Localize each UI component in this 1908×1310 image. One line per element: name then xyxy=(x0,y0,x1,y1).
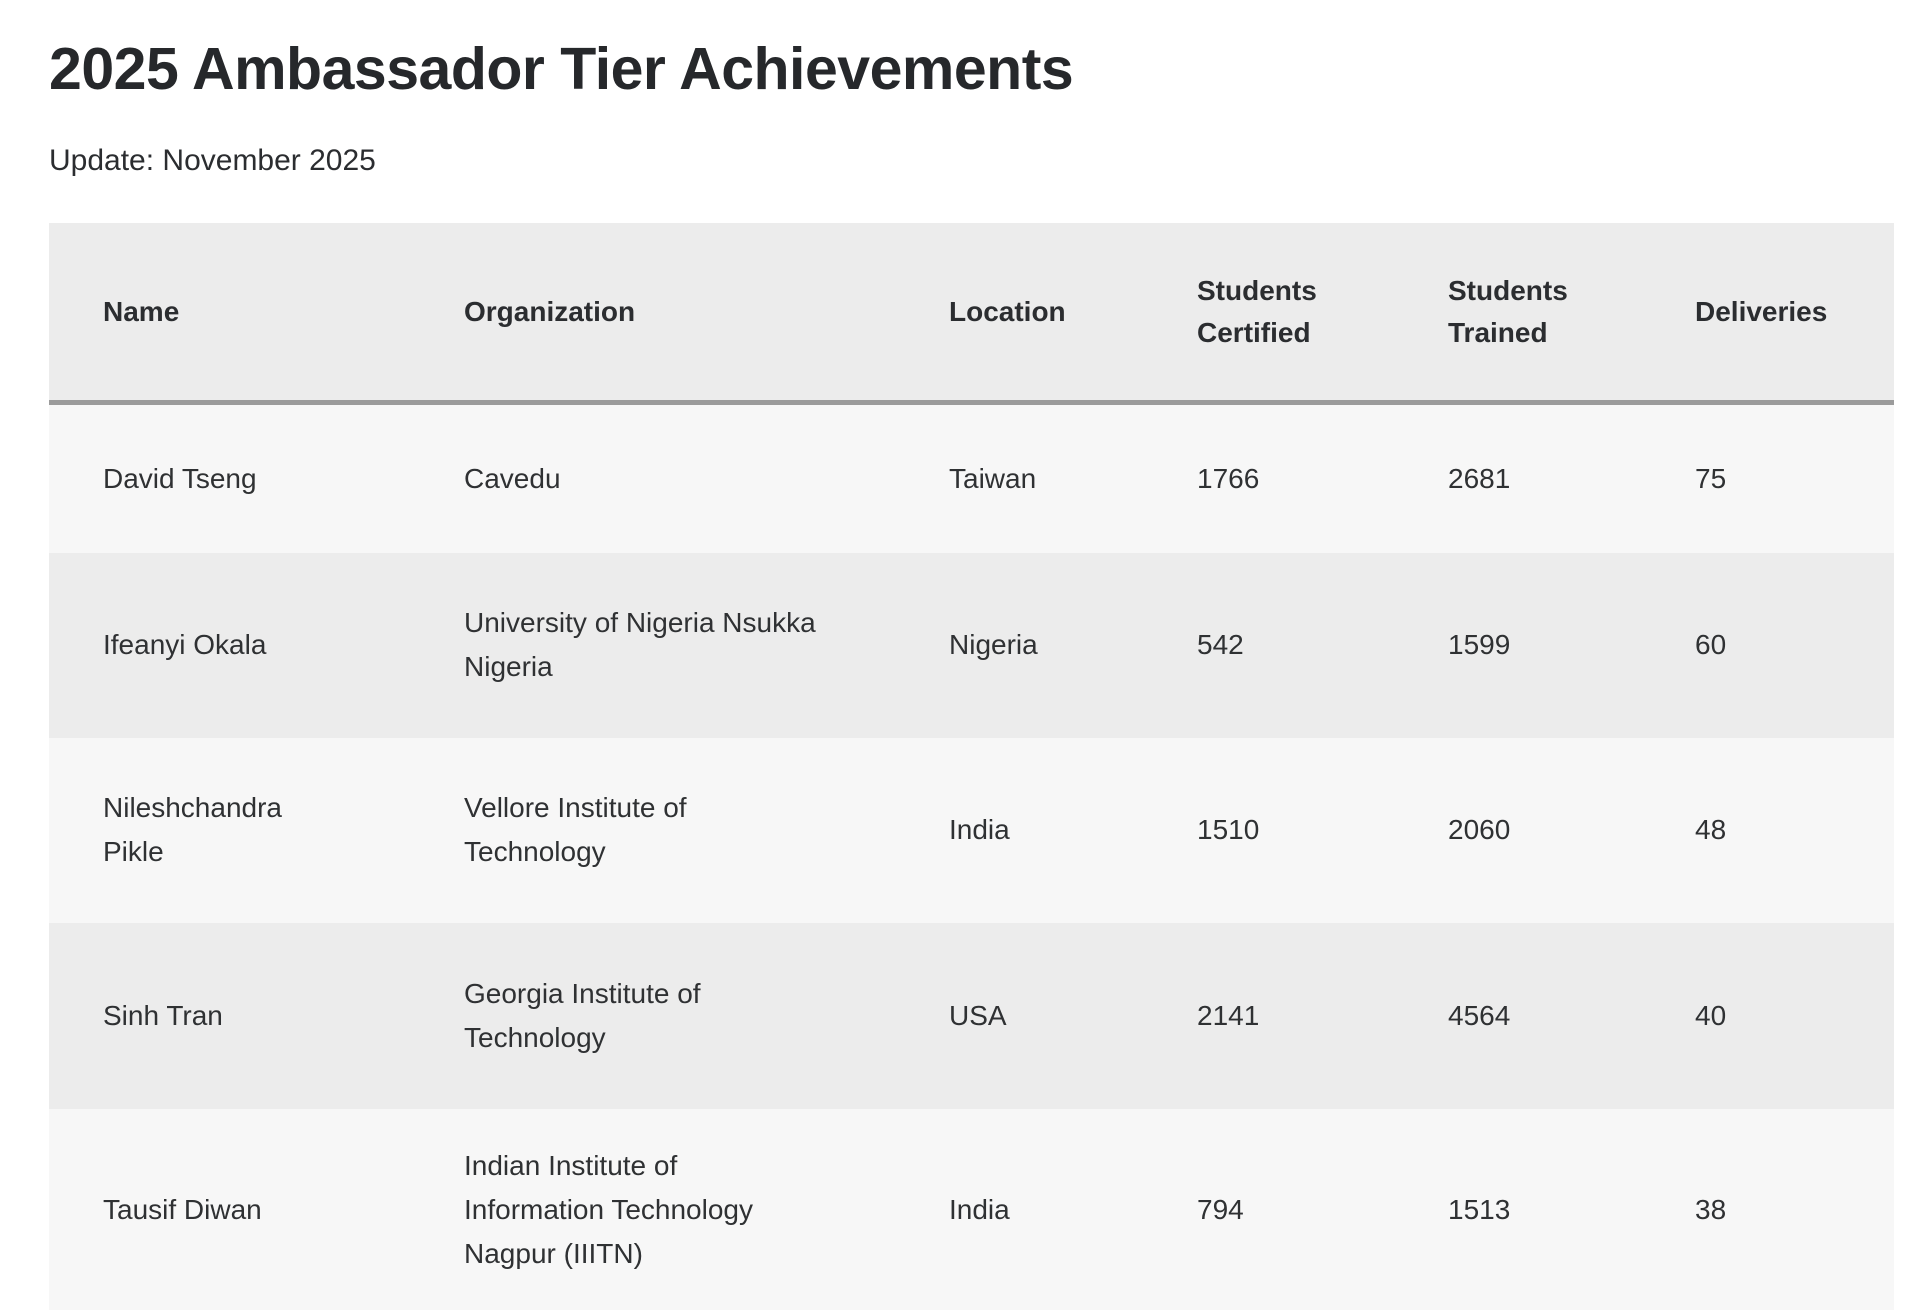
cell-students-certified: 1510 xyxy=(1143,738,1394,923)
cell-name: David Tseng xyxy=(49,403,410,553)
table-row xyxy=(49,923,1894,1109)
cell-students-certified: 1766 xyxy=(1143,403,1394,553)
table-row xyxy=(49,738,1894,923)
column-header-students-certified: Students Certified xyxy=(1143,223,1394,403)
cell-organization: Georgia Institute of Technology xyxy=(410,923,895,1109)
cell-students-trained: 2060 xyxy=(1394,738,1641,923)
cell-location: India xyxy=(895,1109,1143,1310)
cell-students-certified: 542 xyxy=(1143,553,1394,738)
cell-deliveries: 40 xyxy=(1641,923,1894,1109)
cell-name: Tausif Diwan xyxy=(49,1109,410,1310)
column-header-students-trained: Students Trained xyxy=(1394,223,1641,403)
table-row xyxy=(49,553,1894,738)
cell-name: Nileshchandra Pikle xyxy=(49,738,410,923)
table-row xyxy=(49,403,1894,553)
cell-location: India xyxy=(895,738,1143,923)
table-row xyxy=(49,1109,1894,1310)
cell-students-certified: 2141 xyxy=(1143,923,1394,1109)
cell-students-trained: 2681 xyxy=(1394,403,1641,553)
cell-location: Nigeria xyxy=(895,553,1143,738)
cell-students-trained: 4564 xyxy=(1394,923,1641,1109)
column-header-name: Name xyxy=(49,223,410,403)
cell-students-certified: 794 xyxy=(1143,1109,1394,1310)
cell-name: Sinh Tran xyxy=(49,923,410,1109)
column-header-deliveries: Deliveries xyxy=(1641,223,1894,403)
header-row xyxy=(49,223,1894,403)
achievements-table xyxy=(49,223,1894,1310)
update-note: Update: November 2025 xyxy=(49,144,376,177)
cell-deliveries: 48 xyxy=(1641,738,1894,923)
column-header-organization: Organization xyxy=(410,223,895,403)
cell-students-trained: 1599 xyxy=(1394,553,1641,738)
table-header xyxy=(49,223,1894,403)
cell-deliveries: 75 xyxy=(1641,403,1894,553)
page-title: 2025 Ambassador Tier Achievements xyxy=(49,36,1074,102)
cell-organization: Vellore Institute of Technology xyxy=(410,738,895,923)
cell-deliveries: 38 xyxy=(1641,1109,1894,1310)
cell-students-trained: 1513 xyxy=(1394,1109,1641,1310)
cell-name: Ifeanyi Okala xyxy=(49,553,410,738)
cell-organization: Indian Institute of Information Technology Nagpur (IIITN) xyxy=(410,1109,895,1310)
table-body xyxy=(49,403,1894,1310)
column-header-location: Location xyxy=(895,223,1143,403)
cell-deliveries: 60 xyxy=(1641,553,1894,738)
cell-organization: University of Nigeria Nsukka Nigeria xyxy=(410,553,895,738)
cell-location: Taiwan xyxy=(895,403,1143,553)
cell-organization: Cavedu xyxy=(410,403,895,553)
cell-location: USA xyxy=(895,923,1143,1109)
